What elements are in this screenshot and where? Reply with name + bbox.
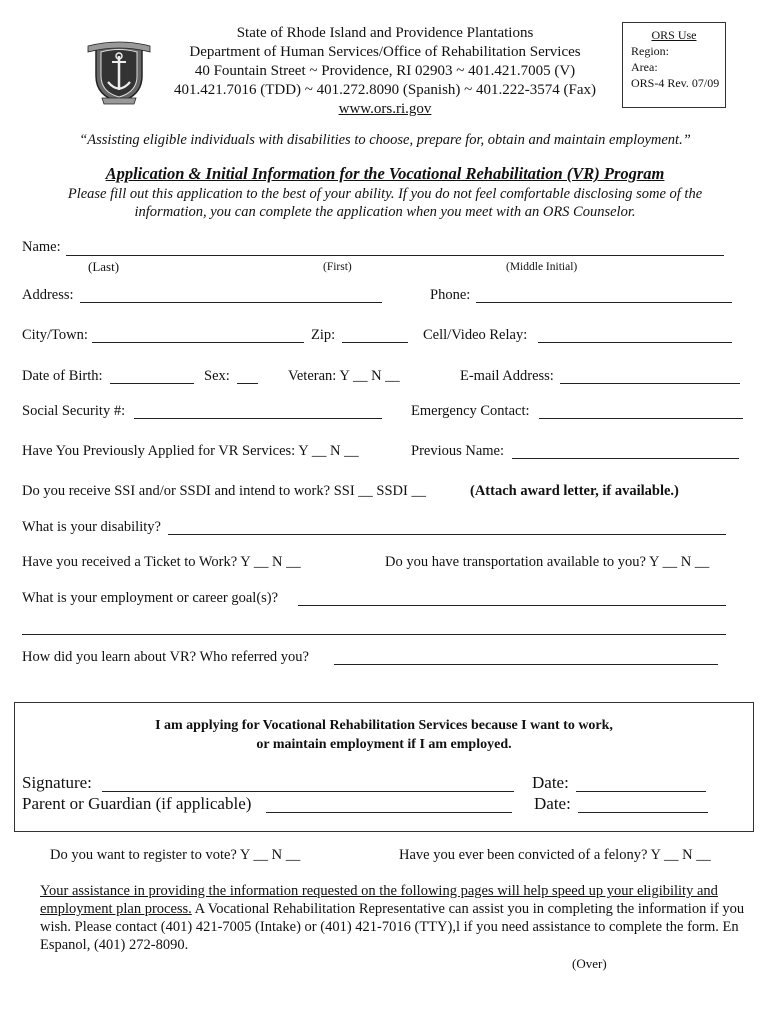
ssi-attach-note: (Attach award letter, if available.) [470,483,679,499]
vote-question[interactable]: Do you want to register to vote? Y __ N __ [50,847,301,863]
header-line-4: 401.421.7016 (TDD) ~ 401.272.8090 (Spanish) ~ 401.222-3574 (Fax) [173,82,597,98]
mission-quote: “Assisting eligible individuals with disabilities to choose, prepare for, obtain and maintain employment.” [79,132,691,148]
ors-area-label: Area: [631,60,658,74]
zip-label: Zip: [311,327,336,343]
first-name-caption: (First) [323,261,352,273]
dob-field[interactable] [110,383,194,384]
ors-region-label: Region: [631,44,669,58]
learn-field[interactable] [334,664,718,665]
ors-rev-label: ORS-4 Rev. 07/09 [631,76,720,90]
header-website-link[interactable]: www.ors.ri.gov [338,101,432,117]
email-field[interactable] [560,383,740,384]
address-field[interactable] [80,302,382,303]
header-line-1: State of Rhode Island and Providence Plantations [236,25,534,41]
assistance-note-rest: A Vocational Rehabilitation Representative can assist you in completing the information if you wish. Please contact (401) 421-7005 (Intake) or (401) 421-7016 (TTY),l if you need assistance to complete the form. En Espanol, (401) 272-8090. [40,901,745,953]
intro-line-2: information, you can complete the application when you meet with an ORS Counselor. [134,204,636,220]
ors-use-title: ORS Use [651,28,697,42]
middle-initial-caption: (Middle Initial) [506,261,578,273]
assistance-note [40,882,752,954]
ors-use-box [622,22,726,108]
ssn-field[interactable] [134,418,382,419]
emergency-label: Emergency Contact: [411,403,530,419]
address-label: Address: [22,287,74,303]
name-field[interactable] [66,255,724,256]
signature-date-label: Date: [532,773,569,792]
veteran-question[interactable]: Veteran: Y __ N __ [288,368,400,384]
sex-label: Sex: [204,368,230,384]
disability-label: What is your disability? [22,519,161,535]
guardian-date-field[interactable] [578,812,708,813]
intro-line-1: Please fill out this application to the best of your ability. If you do not feel comfortable disclosing some of the [67,186,703,202]
applying-statement-line-1: I am applying for Vocational Rehabilitation Services because I want to work, [155,718,613,733]
over-note: (Over) [572,956,607,971]
agency-header [160,24,610,119]
goal-label: What is your employment or career goal(s)? [22,590,279,606]
sex-field[interactable] [237,383,258,384]
name-label: Name: [22,239,61,255]
header-line-3: 40 Fountain Street ~ Providence, RI 02903 ~ 401.421.7005 (V) [194,63,576,79]
learn-label: How did you learn about VR? Who referred you? [22,649,309,665]
form-intro [0,185,770,221]
assistance-note-underlined: Your assistance in providing the information requested on the following pages will help speed up your eligibility and employment plan process. [40,883,718,917]
ticket-question[interactable]: Have you received a Ticket to Work? Y __ N __ [22,554,301,570]
city-label: City/Town: [22,327,88,343]
guardian-signature-field[interactable] [266,812,512,813]
goal-field[interactable] [298,605,726,606]
phone-field[interactable] [476,302,732,303]
relay-label: Cell/Video Relay: [423,327,528,343]
signature-field[interactable] [102,791,514,792]
emergency-field[interactable] [539,418,743,419]
felony-question[interactable]: Have you ever been convicted of a felony? Y __ N __ [399,847,711,863]
signature-label: Signature: [22,773,92,792]
prev-name-field[interactable] [512,458,739,459]
applying-statement [14,716,754,754]
disability-field[interactable] [168,534,726,535]
form-title: Application & Initial Information for the Vocational Rehabilitation (VR) Program [105,164,665,183]
ssn-label: Social Security #: [22,403,126,419]
dob-label: Date of Birth: [22,368,103,384]
relay-field[interactable] [538,342,732,343]
city-field[interactable] [92,342,304,343]
applying-statement-line-2: or maintain employment if I am employed. [256,737,512,752]
state-seal-icon [84,40,154,106]
ssi-question[interactable]: Do you receive SSI and/or SSDI and intend to work? SSI __ SSDI __ [22,483,426,499]
last-name-caption: (Last) [88,259,120,274]
header-line-2: Department of Human Services/Office of Rehabilitation Services [189,44,581,60]
zip-field[interactable] [342,342,408,343]
email-label: E-mail Address: [460,368,554,384]
goal-field-continued[interactable] [22,634,726,635]
guardian-date-label: Date: [534,794,571,813]
phone-label: Phone: [430,287,471,303]
prev-name-label: Previous Name: [411,443,505,459]
transport-question[interactable]: Do you have transportation available to you? Y __ N __ [385,554,710,570]
prev-applied-question[interactable]: Have You Previously Applied for VR Services: Y __ N __ [22,443,359,459]
guardian-label: Parent or Guardian (if applicable) [22,794,252,813]
signature-date-field[interactable] [576,791,706,792]
